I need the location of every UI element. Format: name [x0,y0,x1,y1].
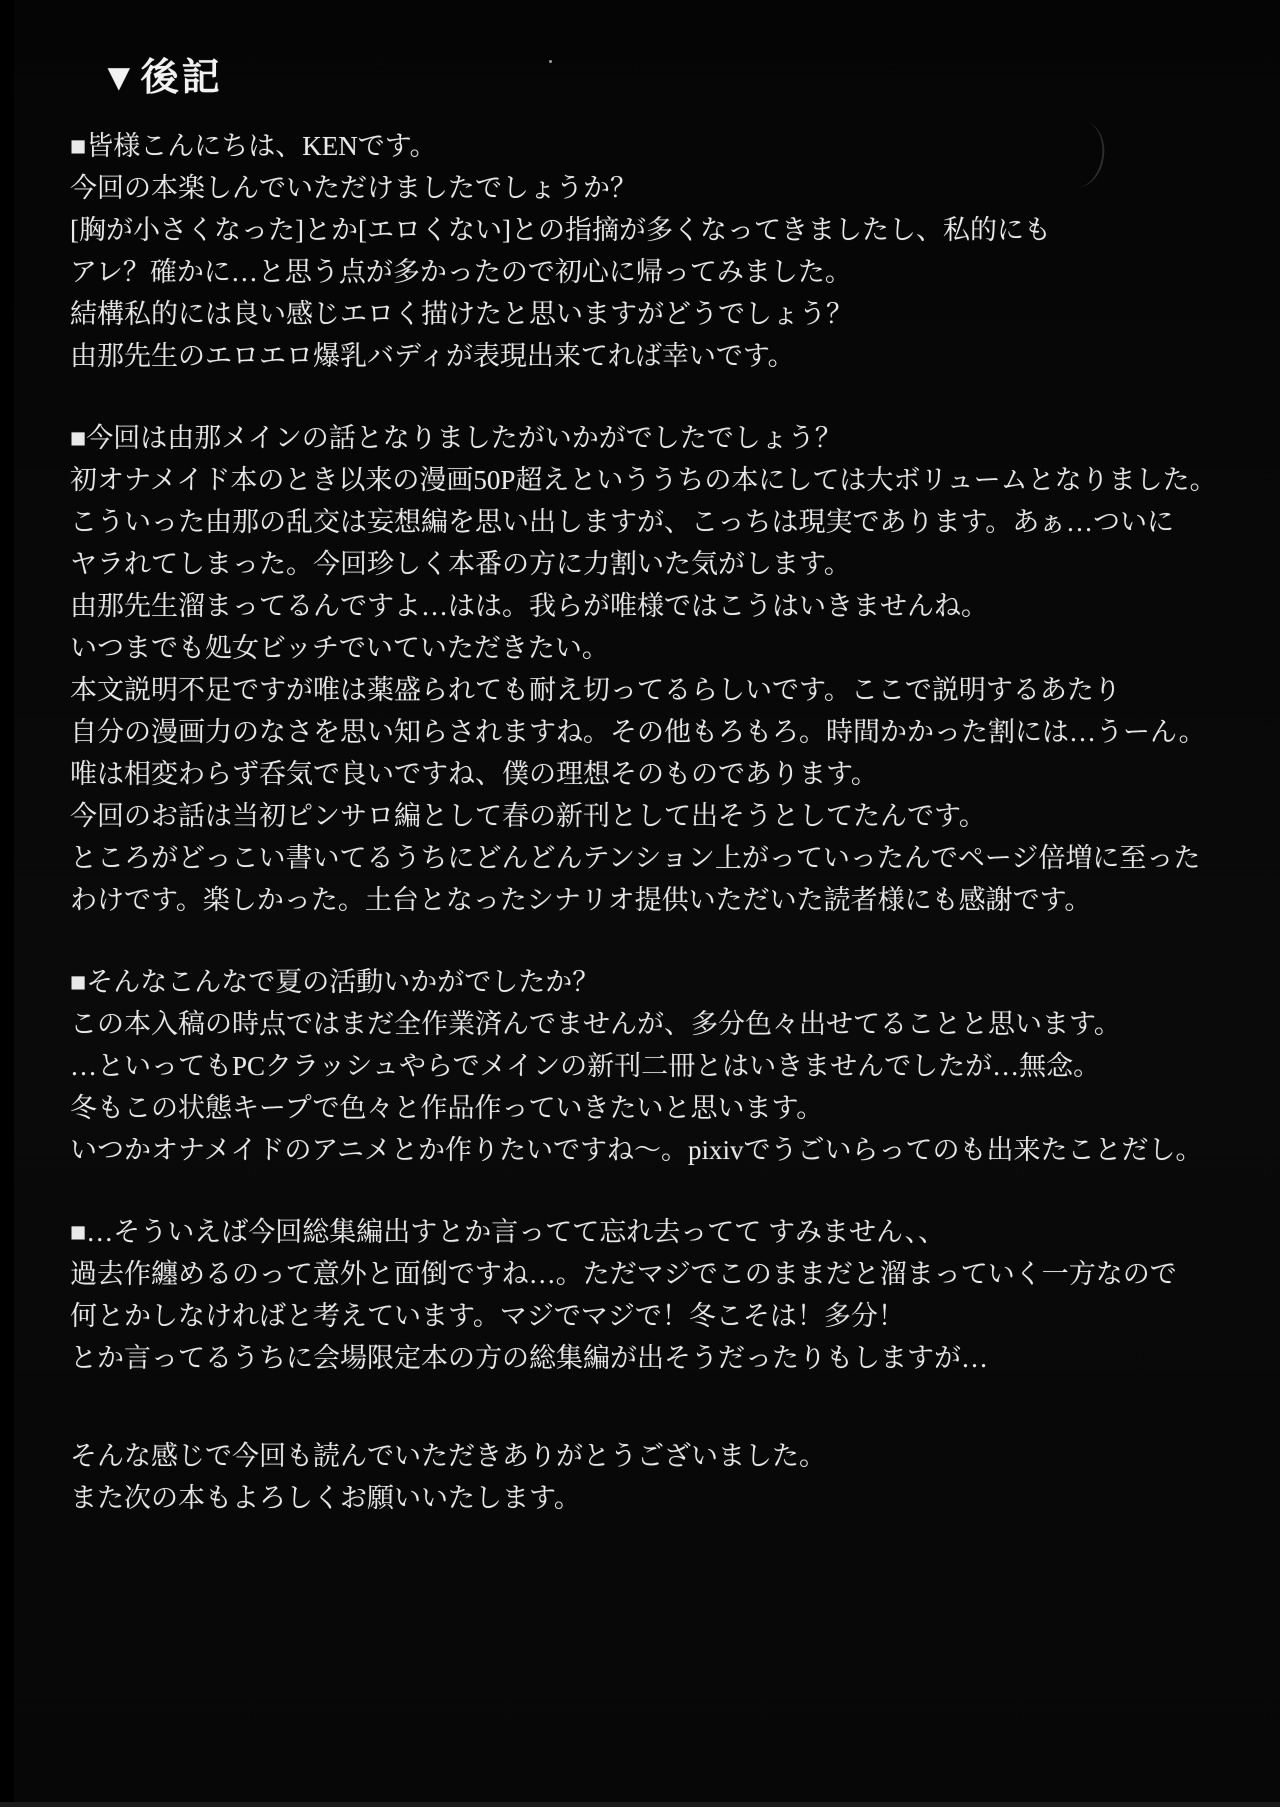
text-line: 結構私的には良い感じエロく描けたと思いますがどうでしょう？ [70,299,853,329]
text-line: 本文説明不足ですが唯は薬盛られても耐え切ってるらしいです。ここで説明するあたり [70,675,1121,705]
text-line: わけです。楽しかった。土台となったシナリオ提供いただいた読者様にも感謝です。 [70,885,1092,915]
text-line: ■…そういえば今回総集編出すとか言ってて忘れ去ってて すみません、、 [70,1217,946,1247]
text-line: アレ？確かに…と思う点が多かったので初心に帰ってみました。 [70,257,852,287]
text-line: とか言ってるうちに会場限定本の方の総集編が出そうだったりもしますが… [70,1343,988,1373]
text-line: ところがどっこい書いてるうちにどんどんテンション上がっていったんでページ倍増に至った [70,843,1201,873]
scan-left-edge [0,0,14,1807]
text-line: 過去作纏めるのって意外と面倒ですね…。ただマジでこのままだと溜まっていく一方なので [70,1259,1177,1289]
text-line: この本入稿の時点ではまだ全作業済んでませんが、多分色々出せてることと思います。 [70,1009,1121,1039]
text-line: 初オナメイド本のとき以来の漫画50P超えといううちの本にしては大ボリュームとなりました。 [70,465,1217,495]
text-line: いつかオナメイドのアニメとか作りたいですね～。pixivでうごいらってのも出来たことだし。 [70,1135,1203,1165]
text-line: そんな感じで今回も読んでいただきありがとうございました。 [70,1441,826,1471]
text-line: いつまでも処女ビッチでいていただきたい。 [70,633,609,663]
text-line: 由那先生溜まってるんですよ…はは。我らが唯様ではこうはいきませんね。 [70,591,988,621]
paragraph-closing [70,1435,1220,1519]
text-line: ■今回は由那メインの話となりましたがいかがでしたでしょう？ [70,423,842,453]
text-line: こういった由那の乱交は妄想編を思い出しますが、こっちは現実であります。あぁ…ついに [70,507,1175,537]
text-line: ■皆様こんにちは、KENです。 [70,131,437,161]
scan-dust-speck [549,60,552,63]
text-line: 唯は相変わらず呑気で良いですね、僕の理想そのものであります。 [70,759,878,789]
scan-bottom-edge [0,1802,1280,1807]
afterword-content [70,46,1220,1559]
paragraph-compilation [70,1211,1220,1379]
paragraph-main-story [70,417,1220,921]
paragraph-greeting [70,125,1220,377]
text-line: 何とかしなければと考えています。マジでマジで！冬こそは！多分！ [70,1301,905,1331]
text-line: ■そんなこんなで夏の活動いかがでしたか？ [70,967,600,997]
text-line: [胸が小さくなった]とか[エロくない]との指摘が多くなってきましたし、私的にも [70,215,1051,245]
paragraph-summer-activity [70,961,1220,1171]
text-line: 由那先生のエロエロ爆乳バディが表現出来てれば幸いです。 [70,341,795,371]
text-line: …といってもPCクラッシュやらでメインの新刊二冊とはいきませんでしたが…無念。 [70,1051,1101,1081]
text-line: 今回の本楽しんでいただけましたでしょうか？ [70,173,637,203]
text-line: 冬もこの状態キープで色々と作品作っていきたいと思います。 [70,1093,824,1123]
text-line: 今回のお話は当初ピンサロ編として春の新刊として出そうとしてたんです。 [70,801,986,831]
text-line: また次の本もよろしくお願いいたします。 [70,1483,581,1513]
text-line: 自分の漫画力のなさを思い知らされますね。その他もろもろ。時間かかった割には…うーん。 [70,717,1206,747]
page-title: ▼後記 [100,57,223,99]
text-line: ヤラれてしまった。今回珍しく本番の方に力割いた気がします。 [70,549,851,579]
